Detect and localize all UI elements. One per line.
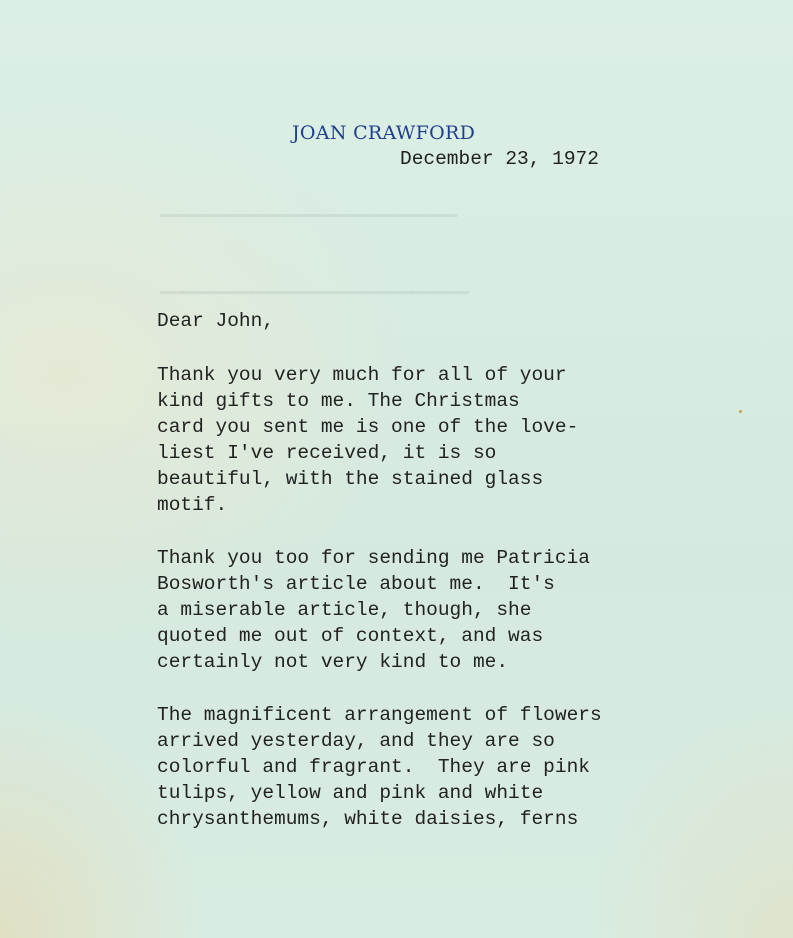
paragraph-line: chrysanthemums, white daisies, ferns (157, 808, 579, 830)
paper-speck (739, 410, 742, 413)
bleed-through-texture: ▔▔▔▔▔▔▔▔▔▔▔▔▔▔▔▔▔▔▔▔▔▔▔▔▔▔▔ (160, 293, 469, 315)
paragraph-line: Thank you very much for all of your (157, 364, 567, 386)
paragraph-line: quoted me out of context, and was (157, 625, 544, 647)
paragraph-line: colorful and fragrant. They are pink (157, 756, 590, 778)
paragraph-article (157, 545, 717, 675)
paragraph-line: The magnificent arrangement of flowers (157, 704, 602, 726)
letterhead: JOAN CRAWFORD (292, 122, 476, 144)
salutation: Dear John, (157, 310, 275, 332)
bleed-through-texture: ▔▔▔▔▔▔▔▔▔▔▔▔▔▔▔▔▔▔▔▔▔▔▔▔▔▔ (160, 216, 458, 238)
paragraph-line: card you sent me is one of the love- (157, 416, 579, 438)
paragraph-line: Thank you too for sending me Patricia (157, 547, 590, 569)
paragraph-line: beautiful, with the stained glass (157, 468, 544, 490)
paragraph-line: kind gifts to me. The Christmas (157, 390, 520, 412)
paragraph-line: liest I've received, it is so (157, 442, 497, 464)
paragraph-line: tulips, yellow and pink and white (157, 782, 544, 804)
paragraph-gifts (157, 362, 717, 518)
paragraph-line: arrived yesterday, and they are so (157, 730, 555, 752)
paragraph-line: certainly not very kind to me. (157, 651, 509, 673)
letter-date: December 23, 1972 (400, 148, 599, 170)
paragraph-line: Bosworth's article about me. It's (157, 573, 555, 595)
paragraph-line: motif. (157, 494, 228, 516)
paragraph-line: a miserable article, though, she (157, 599, 532, 621)
letter-body (157, 308, 717, 859)
paragraph-flowers (157, 702, 717, 832)
